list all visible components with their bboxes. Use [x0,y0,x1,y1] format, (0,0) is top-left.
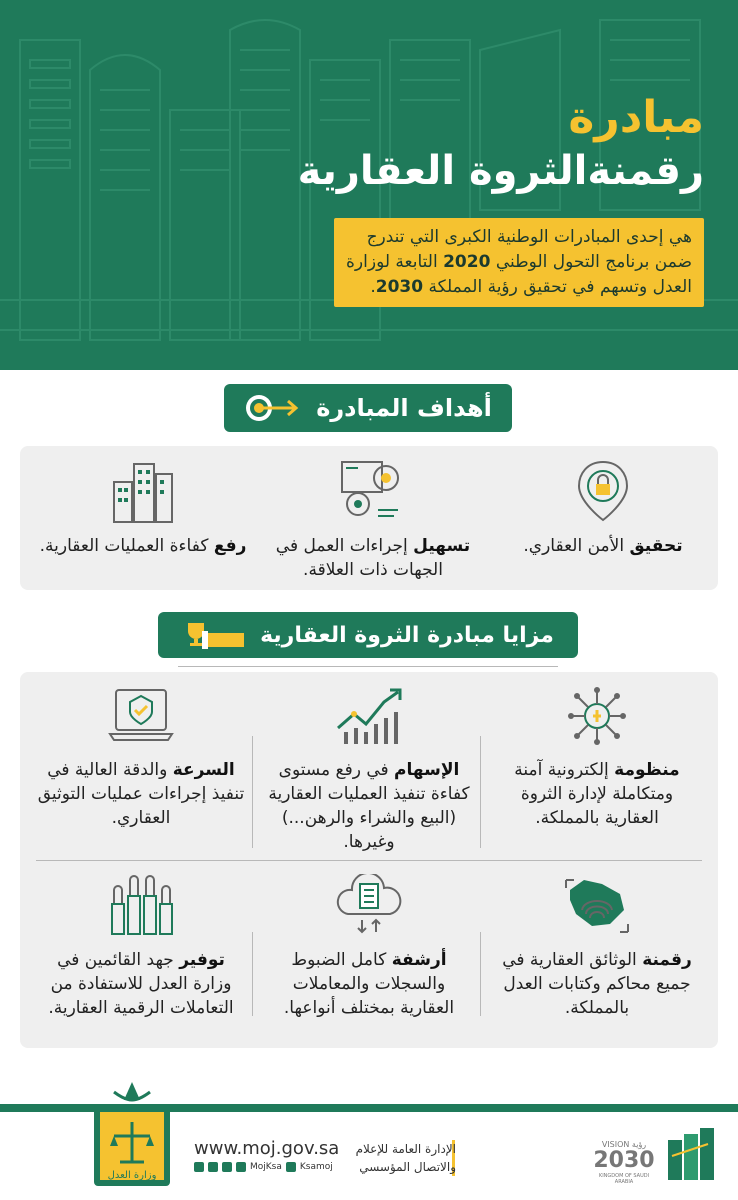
circuit-emblem-icon [492,684,702,752]
hero-title-main: رقمنةالثروة العقارية [297,148,704,194]
row-divider [36,860,702,861]
raised-hands-icon [36,874,246,942]
gears-screen-icon [268,458,478,528]
ministry-of-justice-logo [84,1078,180,1190]
social-handle-2[interactable]: Ksamoj [299,1162,333,1172]
advantage-item: منظومة إلكترونية آمنة ومتكاملة لإدارة الثروة العقارية بالمملكة. [492,684,702,830]
laptop-check-icon [36,684,246,752]
advantages-section-title: مزايا مبادرة الثروة العقارية [158,612,578,658]
department-name: الإدارة العامة للإعلام والاتصال المؤسسي [355,1142,456,1174]
instagram-icon[interactable] [208,1162,218,1172]
hero-title-initiative: مبادرة [568,92,704,143]
column-divider [480,736,481,848]
social-handle-1[interactable]: MojKsa [250,1162,282,1172]
buildings-icon [38,458,248,528]
goal-item: تسهيل إجراءات العمل في الجهات ذات العلاقة. [268,458,478,582]
goals-card [20,446,718,590]
goals-section-title: أهداف المبادرة [224,384,512,432]
advantage-item: السرعة والدقة العالية في تنفيذ إجراءات عمليات التوثيق العقاري. [36,684,246,830]
svg-text:وزارة العدل: وزارة العدل [107,1170,157,1181]
section-divider [178,666,558,667]
advantage-item: توفير جهد القائمين في وزارة العدل للاستفادة من التعاملات الرقمية العقارية. [36,874,246,1020]
advantage-item: الإسهام في رفع مستوى كفاءة تنفيذ العمليات العقارية (البيع والشراء والرهن...) وغيرها. [264,684,474,854]
snapchat-icon[interactable] [222,1162,232,1172]
advantage-item: أرشفة كامل الضبوط والسجلات والمعاملات العقارية بمختلف أنواعها. [264,874,474,1020]
goal-item: رفع كفاءة العمليات العقارية. [38,458,248,558]
column-divider [252,932,253,1016]
lock-location-icon [498,458,708,528]
column-divider [480,932,481,1016]
hero-banner [0,0,738,370]
trophy-hand-icon [182,619,246,651]
cloud-document-icon [264,874,474,942]
social-links [194,1162,333,1172]
national-transformation-logo [664,1126,720,1186]
youtube-icon[interactable] [286,1162,296,1172]
target-arrow-icon [244,393,302,423]
advantages-card [20,672,718,1048]
hero-description: هي إحدى المبادرات الوطنية الكبرى التي تندرج ضمن برنامج التحول الوطني 2020 التابعة لوزارة العدل وتسهم في تحقيق رؤية المملكة 2030. [334,218,704,307]
website-url[interactable]: www.moj.gov.sa [194,1138,340,1159]
twitter-icon[interactable] [194,1162,204,1172]
advantage-item: رقمنة الوثائق العقارية في جميع محاكم وكتابات العدل بالمملكة. [492,874,702,1020]
column-divider [252,736,253,848]
saudi-map-fingerprint-icon [492,874,702,942]
vision-2030-logo: VISION رؤية 2030 KINGDOM OF SAUDI ARABIA [593,1140,655,1185]
linkedin-icon[interactable] [236,1162,246,1172]
goal-item: تحقيق الأمن العقاري. [498,458,708,558]
growth-chart-icon [264,684,474,752]
